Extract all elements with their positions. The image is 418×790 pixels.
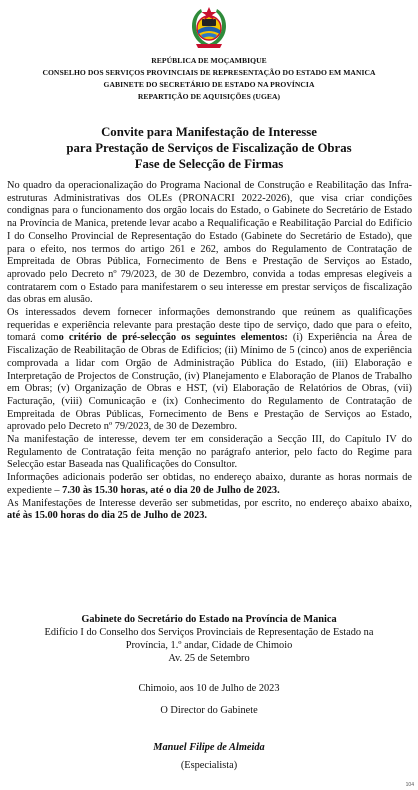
mozambique-emblem-icon: [188, 6, 230, 50]
paragraph-intro: No quadro da operacionalização do Programa Nacional de Construção e Reabilitação das Infra-estruturas Administrativas dos OLEs (PRONACRI 2022-2026), que visa criar condições condignas para o funcionamento dos orgão locais do Estado, o Gabinete do Secretário de Estado na Província de Manica, pretende levar acabo a Requalificação e Reabilitação Parcial do Edifício I do Conselho Provincial de Representação do Estado (Gabinete do Secretário de Estado), que para o efeito, nos termos do artigo 261 e 262, ambos do Regulamento de Contratação de Empreitada de Obras Pública, Fornecimento de Bens e Prestação de Serviços ao Estado, aprovado pelo Decreto nº 79/2023, de 30 de Dezembro, convida a todas empresas elegíveis a contratarem com o Estado para manifestarem o seu interesse em prestar serviços de fiscalização das obras em alusão.: [7, 180, 412, 306]
paragraph-submission: [7, 498, 412, 523]
notice-subtitle: para Prestação de Serviços de Fiscalização de Obras: [66, 141, 352, 155]
header-council: CONSELHO DOS SERVIÇOS PROVINCIAIS DE REPRESENTAÇÃO DO ESTADO EM MANICA: [42, 68, 376, 77]
header-office: GABINETE DO SECRETÁRIO DE ESTADO NA PROVÍNCIA: [103, 80, 315, 89]
page-number: 104: [405, 782, 414, 788]
info-text: Informações adicionais poderão ser obtidas, no endereço abaixo, durante as horas normais de expediente –: [7, 472, 412, 496]
paragraph-info: [7, 472, 412, 497]
signature-date: Chimoio, aos 10 de Julho de 2023: [138, 683, 280, 694]
notice-body: [7, 180, 412, 523]
signatory-name: Manuel Filipe de Almeida: [153, 742, 265, 753]
address-line-3: Av. 25 de Setembro: [168, 653, 250, 664]
submission-text: As Manifestações de Interesse deverão ser submetidas, por escrito, no endereço abaixo abaixo,: [7, 497, 412, 509]
address-line-2: Província, 1.º andar, Cidade de Chimoio: [125, 640, 293, 651]
paragraph-criteria: [7, 307, 412, 434]
signatory-title: (Especialista): [180, 760, 238, 771]
submission-deadline: até às 15.00 horas do dia 25 de Julho de 2023.: [7, 510, 208, 522]
paragraph-regime: Na manifestação de interesse, devem ter em consideração a Secção III, do Capítulo IV do Regulamento de Contratação feita menção no parágrafo anterior, pelo facto do Regime para Selecção estar Baseada nas Qualificações do Consultor.: [7, 434, 412, 471]
notice-phase: Fase de Selecção de Firmas: [134, 157, 284, 171]
notice-title: Convite para Manifestação de Interesse: [101, 125, 317, 139]
address-line-1: Edifício I do Conselho dos Serviços Provinciais de Representação de Estado na: [44, 627, 374, 638]
signature-role: O Director do Gabinete: [160, 705, 258, 716]
info-hours: 7.30 às 15.30 horas, até o dia 20 de Julho de 2023.: [62, 484, 280, 496]
header-department: REPARTIÇÃO DE AQUISIÇÕES (UGEA): [137, 92, 281, 101]
criteria-list-text: (i) Experiência na Área de Fiscalização de Reabilitação de Obras de Edifícios; (ii) Mínimo de 5 (cinco) anos de experiência comprovada a lidar com Orgão de Administração Pública do Estado, (iii) Elaboração e Interpretação de Projectos de Construção, (iv) Planejamento e Elaboração de Planos de Trabalho em Obras; (v) Organização de Obras e HST, (vi) Elaboração de Relatórios de Obras, (vii) Facturação, (viii) Comunicação e (ix) Conhecimento do Regulamento de Contratação de Empreitada de Obras Públicas, Fornecimento de Bens e Prestação de Serviços ao Estado, aprovado pelo Decreto nº 79/2023, de 30 de Dezembro.: [7, 332, 412, 433]
criteria-lead-text: Os interessados devem fornecer informações demonstrando que reúnem as qualificações requeridas e experiência relevante para prestação deste tipo de serviço, dado que para o efeito, tomará com: [7, 307, 412, 344]
address-office: Gabinete do Secretário do Estado na Província de Manica: [81, 614, 337, 625]
header-country: REPÚBLICA DE MOÇAMBIQUE: [151, 56, 267, 65]
criteria-bold-text: o critério de pré-selecção os seguintes elementos:: [58, 332, 288, 344]
